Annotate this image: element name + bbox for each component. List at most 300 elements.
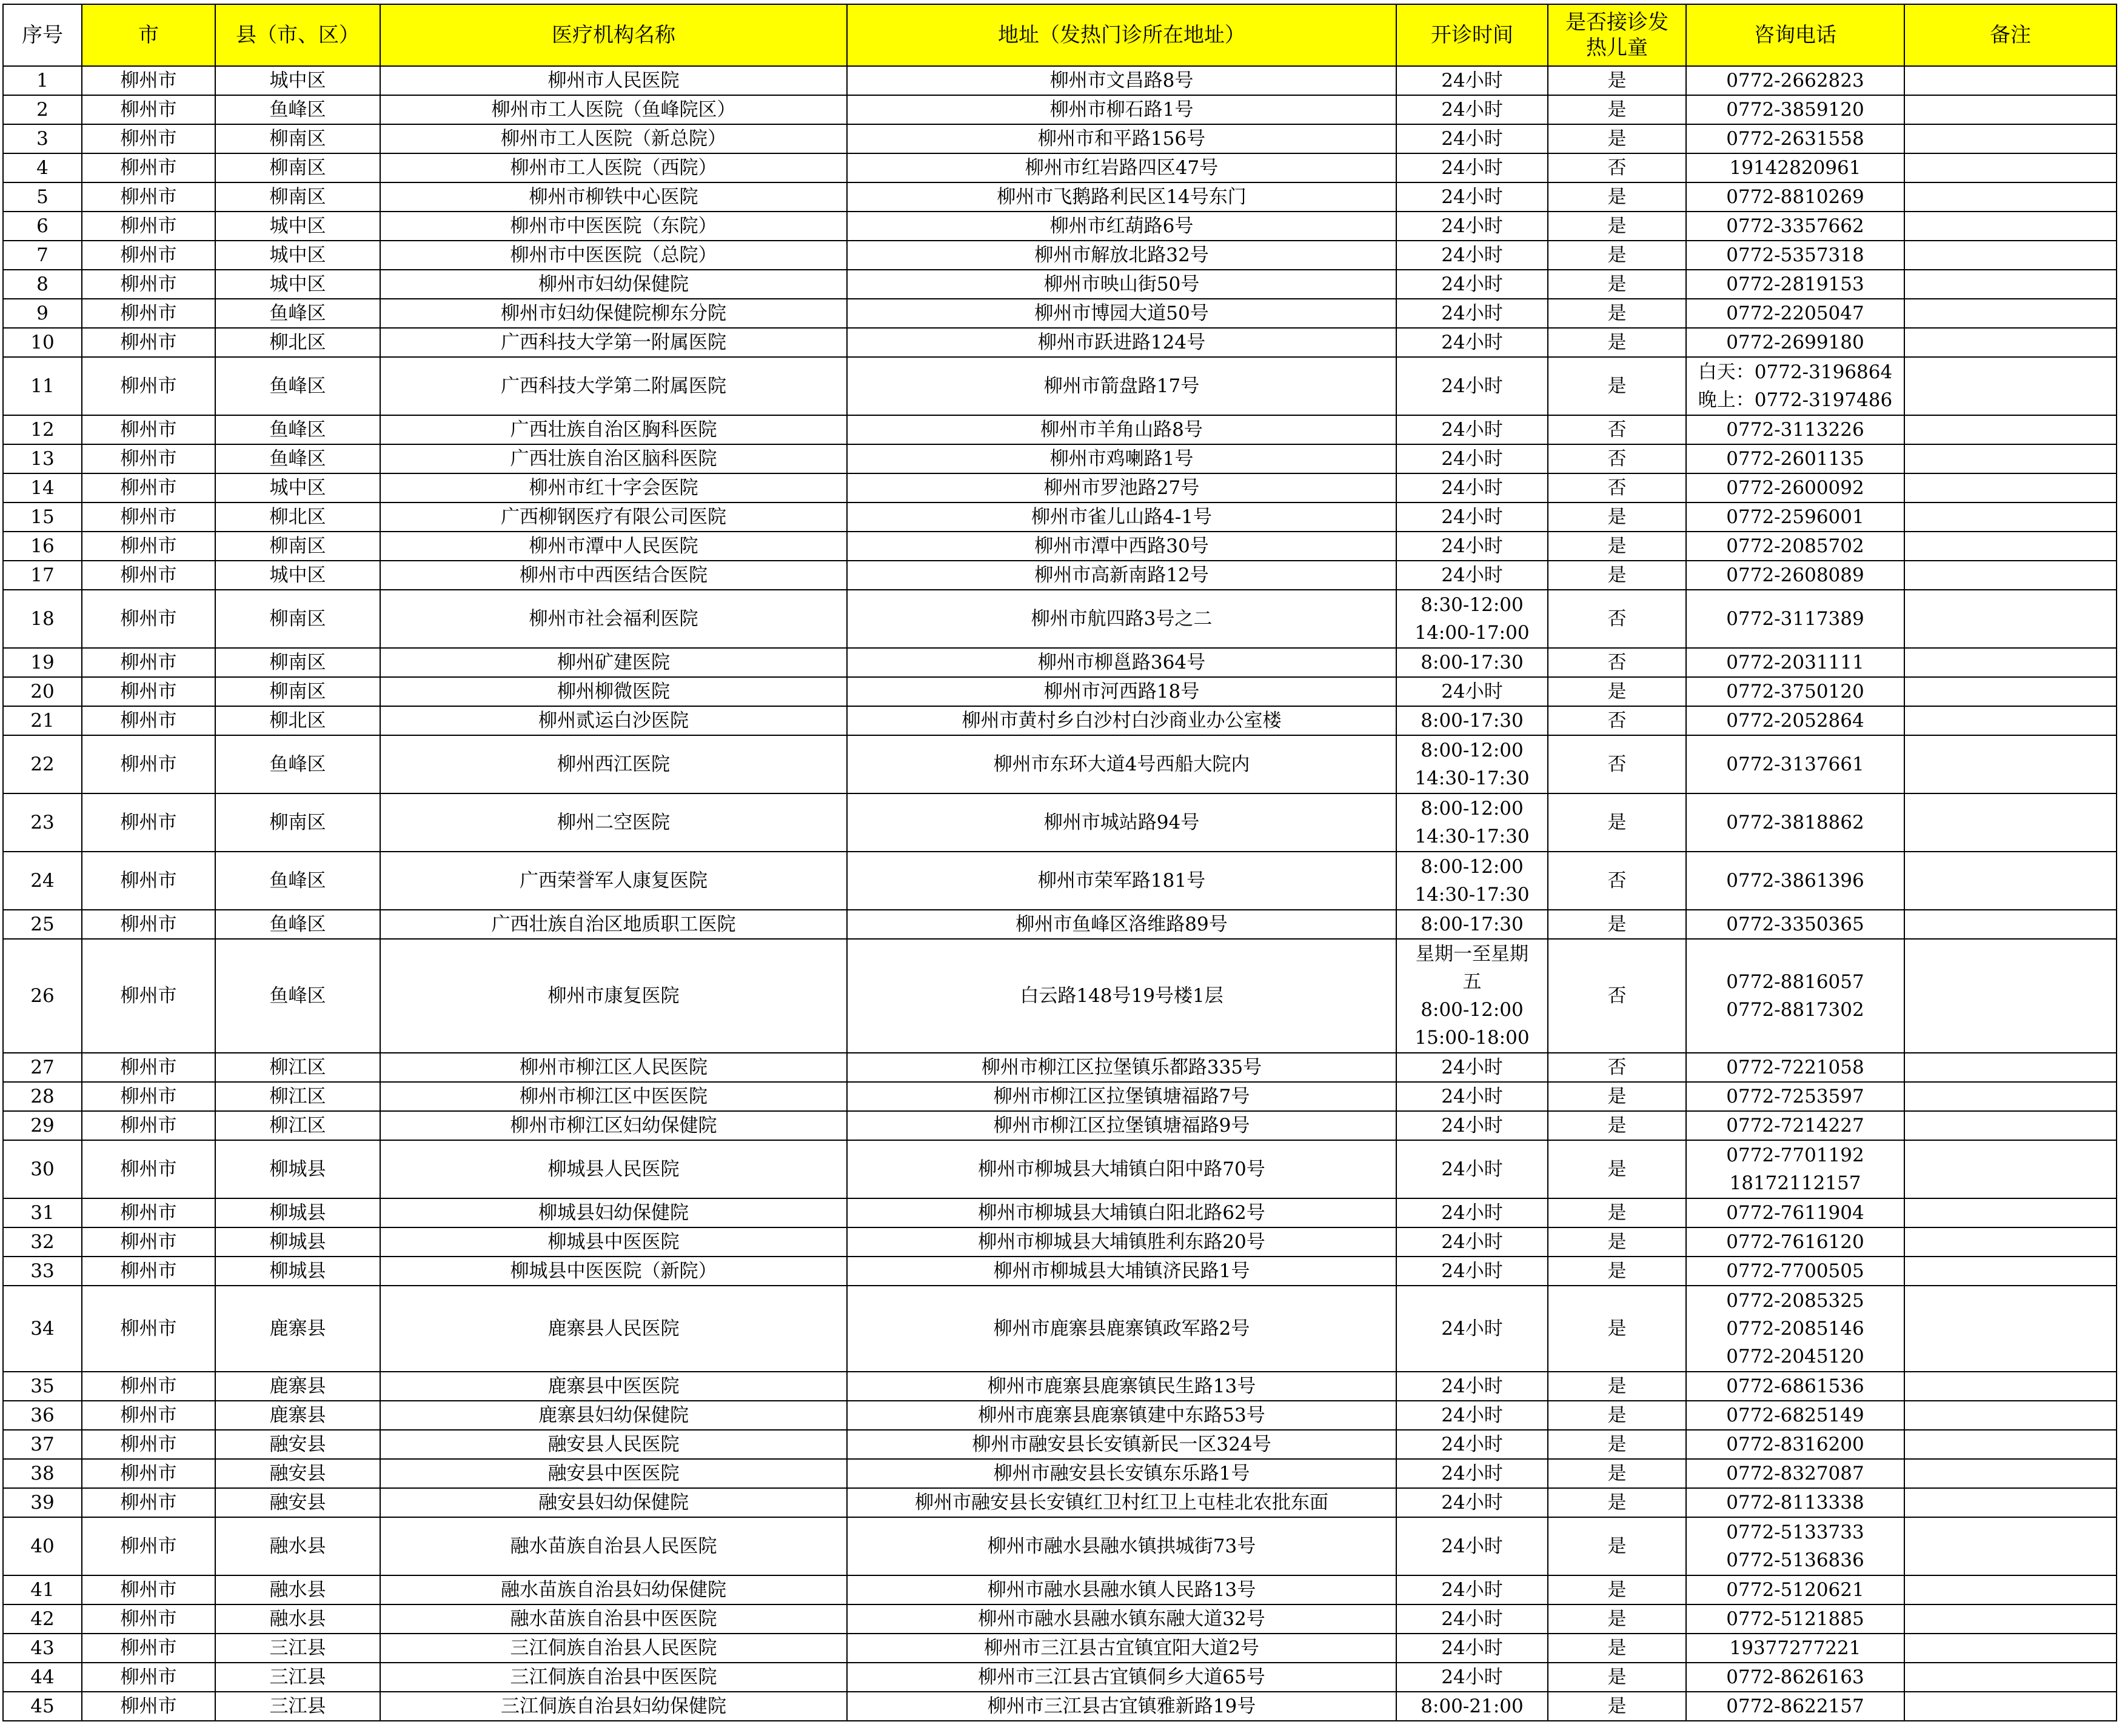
cell-hours (1396, 328, 1548, 357)
cell-phone-line: 0772-2085325 (1726, 1290, 1864, 1312)
cell-no: 6 (3, 212, 82, 241)
cell-address: 柳州市柳城县大埔镇白阳中路70号 (847, 1140, 1396, 1198)
cell-institution: 柳州市潭中人民医院 (380, 532, 847, 561)
cell-phone-line: 0772-8327087 (1726, 1463, 1864, 1484)
cell-institution: 鹿寨县妇幼保健院 (380, 1401, 847, 1430)
cell-hours (1396, 1198, 1548, 1227)
cell-note (1904, 1140, 2117, 1198)
cell-institution: 柳州市妇幼保健院 (380, 270, 847, 299)
cell-city: 柳州市 (82, 735, 215, 793)
cell-address: 柳州市鱼峰区洛维路89号 (847, 910, 1396, 939)
cell-district: 融水县 (215, 1575, 380, 1604)
cell-city: 柳州市 (82, 182, 215, 212)
cell-no: 24 (3, 852, 82, 910)
cell-no: 45 (3, 1692, 82, 1721)
cell-address: 柳州市和平路156号 (847, 124, 1396, 153)
header-row (3, 4, 2117, 66)
cell-hours (1396, 1488, 1548, 1517)
cell-children: 是 (1548, 66, 1686, 95)
cell-hours (1396, 910, 1548, 939)
header-note: 备注 (1904, 4, 2117, 66)
cell-city: 柳州市 (82, 415, 215, 444)
cell-hours (1396, 270, 1548, 299)
cell-district: 鱼峰区 (215, 852, 380, 910)
cell-phone (1686, 1401, 1904, 1430)
cell-phone-line: 0772-8810269 (1726, 186, 1864, 208)
cell-no: 17 (3, 561, 82, 590)
cell-hours (1396, 1286, 1548, 1372)
cell-hours (1396, 502, 1548, 532)
table-row (3, 1663, 2117, 1692)
table-row (3, 212, 2117, 241)
cell-address: 柳州市融水县融水镇人民路13号 (847, 1575, 1396, 1604)
cell-phone-line: 0772-2045120 (1726, 1346, 1864, 1367)
cell-address: 柳州市柳江区拉堡镇塘福路9号 (847, 1111, 1396, 1140)
cell-phone (1686, 939, 1904, 1053)
table-row (3, 1227, 2117, 1257)
cell-hours (1396, 153, 1548, 182)
cell-children: 是 (1548, 270, 1686, 299)
cell-institution: 广西壮族自治区脑科医院 (380, 444, 847, 473)
cell-institution: 三江侗族自治县妇幼保健院 (380, 1692, 847, 1721)
cell-district: 鱼峰区 (215, 910, 380, 939)
cell-no: 15 (3, 502, 82, 532)
cell-hours (1396, 852, 1548, 910)
cell-district: 城中区 (215, 270, 380, 299)
table-row (3, 241, 2117, 270)
cell-district: 鱼峰区 (215, 444, 380, 473)
cell-no: 16 (3, 532, 82, 561)
cell-institution: 柳州市红十字会医院 (380, 473, 847, 502)
cell-hours-line: 24小时 (1441, 375, 1503, 397)
cell-district: 柳南区 (215, 590, 380, 648)
cell-phone-line: 0772-5120621 (1726, 1579, 1864, 1601)
cell-hours (1396, 735, 1548, 793)
cell-address: 柳州市三江县古宜镇雅新路19号 (847, 1692, 1396, 1721)
cell-children: 是 (1548, 532, 1686, 561)
cell-hours-line: 24小时 (1441, 419, 1503, 441)
cell-address: 柳州市潭中西路30号 (847, 532, 1396, 561)
cell-phone (1686, 910, 1904, 939)
cell-phone-line: 18172112157 (1729, 1172, 1861, 1194)
cell-institution: 广西壮族自治区地质职工医院 (380, 910, 847, 939)
cell-district: 融安县 (215, 1459, 380, 1488)
table-row (3, 444, 2117, 473)
cell-phone (1686, 212, 1904, 241)
cell-phone-line: 0772-3818862 (1726, 812, 1864, 833)
cell-phone-line: 0772-3117389 (1726, 608, 1864, 630)
cell-children: 是 (1548, 1140, 1686, 1198)
cell-children: 是 (1548, 1634, 1686, 1663)
cell-phone (1686, 241, 1904, 270)
table-row (3, 415, 2117, 444)
cell-address: 柳州市雀儿山路4-1号 (847, 502, 1396, 532)
cell-phone-line: 0772-5357318 (1726, 244, 1864, 266)
header-institution: 医疗机构名称 (380, 4, 847, 66)
cell-children: 是 (1548, 1663, 1686, 1692)
cell-hours-line: 24小时 (1441, 1492, 1503, 1514)
cell-city: 柳州市 (82, 95, 215, 124)
cell-phone-line: 0772-2052864 (1726, 710, 1864, 732)
cell-address: 柳州市荣军路181号 (847, 852, 1396, 910)
cell-address: 柳州市东环大道4号西船大院内 (847, 735, 1396, 793)
cell-phone-line: 0772-3357662 (1726, 215, 1864, 237)
table-row (3, 677, 2117, 706)
cell-no: 8 (3, 270, 82, 299)
cell-city: 柳州市 (82, 793, 215, 852)
cell-children: 是 (1548, 1286, 1686, 1372)
cell-no: 31 (3, 1198, 82, 1227)
cell-phone-line: 19142820961 (1729, 157, 1861, 179)
cell-phone-line: 0772-3859120 (1726, 99, 1864, 121)
cell-hours (1396, 1604, 1548, 1634)
cell-hours-line: 24小时 (1441, 535, 1503, 557)
cell-note (1904, 852, 2117, 910)
table-row (3, 852, 2117, 910)
cell-note (1904, 270, 2117, 299)
cell-phone-line: 0772-8622157 (1726, 1695, 1864, 1717)
table-row (3, 1053, 2117, 1082)
cell-no: 33 (3, 1257, 82, 1286)
cell-phone-line: 0772-5136836 (1726, 1549, 1864, 1571)
cell-note (1904, 677, 2117, 706)
cell-district: 鱼峰区 (215, 299, 380, 328)
cell-children: 是 (1548, 1082, 1686, 1111)
cell-hours-line: 24小时 (1441, 477, 1503, 499)
cell-note (1904, 648, 2117, 677)
table-row (3, 66, 2117, 95)
cell-district: 鱼峰区 (215, 95, 380, 124)
cell-address: 柳州市鸡喇路1号 (847, 444, 1396, 473)
cell-institution: 柳州市人民医院 (380, 66, 847, 95)
cell-note (1904, 1692, 2117, 1721)
cell-phone (1686, 1053, 1904, 1082)
cell-institution: 鹿寨县中医医院 (380, 1372, 847, 1401)
table-row (3, 299, 2117, 328)
cell-district: 柳南区 (215, 793, 380, 852)
cell-address: 柳州市融安县长安镇红卫村红卫上屯桂北农批东面 (847, 1488, 1396, 1517)
cell-note (1904, 793, 2117, 852)
cell-no: 2 (3, 95, 82, 124)
cell-phone-line: 0772-2085146 (1726, 1318, 1864, 1340)
cell-no: 25 (3, 910, 82, 939)
cell-phone-line: 0772-5133733 (1726, 1521, 1864, 1543)
cell-address: 柳州市鹿寨县鹿寨镇政军路2号 (847, 1286, 1396, 1372)
cell-city: 柳州市 (82, 1053, 215, 1082)
cell-children: 是 (1548, 677, 1686, 706)
cell-note (1904, 473, 2117, 502)
table-row (3, 1488, 2117, 1517)
cell-hours (1396, 444, 1548, 473)
table-row (3, 182, 2117, 212)
table-row (3, 328, 2117, 357)
cell-note (1904, 299, 2117, 328)
cell-hours (1396, 1372, 1548, 1401)
cell-institution: 广西荣誉军人康复医院 (380, 852, 847, 910)
cell-children: 是 (1548, 357, 1686, 415)
cell-district: 柳江区 (215, 1111, 380, 1140)
cell-phone (1686, 1488, 1904, 1517)
cell-children: 否 (1548, 648, 1686, 677)
cell-note (1904, 182, 2117, 212)
cell-hours (1396, 1111, 1548, 1140)
cell-note (1904, 1430, 2117, 1459)
cell-hours-line: 24小时 (1441, 99, 1503, 121)
cell-hours-line: 8:00-12:00 (1421, 856, 1524, 878)
cell-phone (1686, 1082, 1904, 1111)
cell-institution: 广西柳钢医疗有限公司医院 (380, 502, 847, 532)
cell-city: 柳州市 (82, 1692, 215, 1721)
cell-phone (1686, 299, 1904, 328)
cell-institution: 鹿寨县人民医院 (380, 1286, 847, 1372)
cell-hours-line: 24小时 (1441, 70, 1503, 92)
cell-hours-line: 24小时 (1441, 273, 1503, 295)
cell-city: 柳州市 (82, 1198, 215, 1227)
cell-no: 23 (3, 793, 82, 852)
cell-institution: 柳州市工人医院（西院） (380, 153, 847, 182)
cell-district: 鹿寨县 (215, 1286, 380, 1372)
cell-note (1904, 1459, 2117, 1488)
cell-children: 是 (1548, 299, 1686, 328)
cell-hours-line: 五 (1462, 971, 1482, 993)
cell-phone (1686, 66, 1904, 95)
cell-children: 是 (1548, 910, 1686, 939)
cell-hours (1396, 1663, 1548, 1692)
cell-children: 是 (1548, 1604, 1686, 1634)
cell-institution: 柳城县人民医院 (380, 1140, 847, 1198)
cell-district: 鹿寨县 (215, 1401, 380, 1430)
cell-no: 19 (3, 648, 82, 677)
cell-phone-line: 0772-3350365 (1726, 913, 1864, 935)
cell-address: 柳州市箭盘路17号 (847, 357, 1396, 415)
cell-phone-line: 0772-7253597 (1726, 1086, 1864, 1107)
cell-children: 否 (1548, 153, 1686, 182)
cell-city: 柳州市 (82, 1082, 215, 1111)
table-row (3, 793, 2117, 852)
cell-institution: 融安县中医医院 (380, 1459, 847, 1488)
cell-hours-line: 24小时 (1441, 1057, 1503, 1078)
cell-phone-line: 0772-7611904 (1726, 1202, 1864, 1224)
cell-district: 柳南区 (215, 124, 380, 153)
cell-note (1904, 1634, 2117, 1663)
cell-district: 融安县 (215, 1488, 380, 1517)
cell-note (1904, 212, 2117, 241)
cell-address: 柳州市文昌路8号 (847, 66, 1396, 95)
cell-no: 13 (3, 444, 82, 473)
cell-note (1904, 706, 2117, 735)
cell-hours (1396, 1517, 1548, 1575)
cell-hours (1396, 182, 1548, 212)
cell-note (1904, 561, 2117, 590)
cell-hours-line: 8:00-12:00 (1421, 999, 1524, 1021)
cell-phone (1686, 444, 1904, 473)
cell-children: 是 (1548, 1575, 1686, 1604)
cell-city: 柳州市 (82, 1286, 215, 1372)
cell-phone (1686, 1692, 1904, 1721)
cell-hours (1396, 1227, 1548, 1257)
cell-note (1904, 66, 2117, 95)
cell-no: 26 (3, 939, 82, 1053)
cell-phone (1686, 270, 1904, 299)
cell-hours-line: 24小时 (1441, 1158, 1503, 1180)
cell-phone-line: 0772-2601135 (1726, 448, 1864, 470)
cell-phone-line: 白天：0772-3196864 (1698, 361, 1893, 383)
cell-address: 柳州市映山街50号 (847, 270, 1396, 299)
cell-phone (1686, 473, 1904, 502)
cell-phone-line: 0772-6861536 (1726, 1375, 1864, 1397)
cell-note (1904, 1604, 2117, 1634)
cell-city: 柳州市 (82, 1430, 215, 1459)
cell-address: 柳州市融安县长安镇东乐路1号 (847, 1459, 1396, 1488)
cell-children: 是 (1548, 1111, 1686, 1140)
cell-hours-line: 14:30-17:30 (1414, 884, 1530, 906)
cell-hours-line: 24小时 (1441, 1086, 1503, 1107)
cell-phone (1686, 328, 1904, 357)
cell-note (1904, 415, 2117, 444)
cell-note (1904, 1082, 2117, 1111)
cell-children: 是 (1548, 561, 1686, 590)
cell-no: 1 (3, 66, 82, 95)
cell-address: 柳州市柳城县大埔镇白阳北路62号 (847, 1198, 1396, 1227)
cell-institution: 柳州柳微医院 (380, 677, 847, 706)
cell-hours (1396, 1459, 1548, 1488)
cell-phone-line: 0772-3137661 (1726, 753, 1864, 775)
cell-no: 3 (3, 124, 82, 153)
cell-district: 柳北区 (215, 502, 380, 532)
table-row (3, 910, 2117, 939)
cell-phone-line: 0772-7616120 (1726, 1231, 1864, 1253)
cell-district: 鱼峰区 (215, 939, 380, 1053)
table-row (3, 939, 2117, 1053)
cell-hours (1396, 590, 1548, 648)
cell-children: 是 (1548, 241, 1686, 270)
cell-phone (1686, 124, 1904, 153)
cell-phone (1686, 415, 1904, 444)
cell-children: 否 (1548, 1053, 1686, 1082)
cell-note (1904, 153, 2117, 182)
cell-institution: 柳州市柳江区妇幼保健院 (380, 1111, 847, 1140)
cell-hours-line: 14:00-17:00 (1414, 622, 1530, 644)
cell-city: 柳州市 (82, 1517, 215, 1575)
cell-institution: 柳州矿建医院 (380, 648, 847, 677)
table-row (3, 1140, 2117, 1198)
cell-phone (1686, 1517, 1904, 1575)
cell-hours-line: 14:30-17:30 (1414, 767, 1530, 789)
cell-institution: 柳州市工人医院（鱼峰院区） (380, 95, 847, 124)
cell-phone (1686, 182, 1904, 212)
cell-hours (1396, 793, 1548, 852)
cell-address: 柳州市柳江区拉堡镇乐都路335号 (847, 1053, 1396, 1082)
cell-district: 柳北区 (215, 328, 380, 357)
cell-phone (1686, 153, 1904, 182)
cell-city: 柳州市 (82, 270, 215, 299)
cell-city: 柳州市 (82, 212, 215, 241)
cell-hours-line: 24小时 (1441, 1434, 1503, 1455)
cell-hours (1396, 124, 1548, 153)
cell-institution: 柳州市柳铁中心医院 (380, 182, 847, 212)
cell-city: 柳州市 (82, 502, 215, 532)
cell-no: 29 (3, 1111, 82, 1140)
table-row (3, 1692, 2117, 1721)
cell-hours-line: 24小时 (1441, 186, 1503, 208)
cell-no: 7 (3, 241, 82, 270)
cell-city: 柳州市 (82, 1227, 215, 1257)
cell-institution: 柳州市社会福利医院 (380, 590, 847, 648)
cell-district: 融水县 (215, 1604, 380, 1634)
cell-city: 柳州市 (82, 66, 215, 95)
cell-children: 否 (1548, 852, 1686, 910)
cell-institution: 融水苗族自治县中医医院 (380, 1604, 847, 1634)
cell-phone-line: 0772-8817302 (1726, 999, 1864, 1021)
table-row (3, 1286, 2117, 1372)
table-row (3, 1111, 2117, 1140)
cell-phone-line: 0772-3750120 (1726, 681, 1864, 703)
cell-institution: 柳州市中西医结合医院 (380, 561, 847, 590)
cell-hours-line: 24小时 (1441, 1666, 1503, 1688)
cell-district: 城中区 (215, 66, 380, 95)
cell-address: 柳州市城站路94号 (847, 793, 1396, 852)
cell-address: 柳州市融安县长安镇新民一区324号 (847, 1430, 1396, 1459)
cell-phone (1686, 1634, 1904, 1663)
cell-hours-line: 24小时 (1441, 564, 1503, 586)
cell-phone (1686, 793, 1904, 852)
cell-city: 柳州市 (82, 677, 215, 706)
cell-district: 柳南区 (215, 153, 380, 182)
cell-hours (1396, 1575, 1548, 1604)
cell-phone-line: 0772-7700505 (1726, 1260, 1864, 1282)
cell-institution: 广西科技大学第一附属医院 (380, 328, 847, 357)
table-row (3, 735, 2117, 793)
cell-hours-line: 24小时 (1441, 1202, 1503, 1224)
cell-hours-line: 24小时 (1441, 1115, 1503, 1137)
cell-note (1904, 1372, 2117, 1401)
cell-children: 否 (1548, 735, 1686, 793)
cell-phone-line: 0772-2608089 (1726, 564, 1864, 586)
cell-address: 柳州市跃进路124号 (847, 328, 1396, 357)
cell-city: 柳州市 (82, 561, 215, 590)
table-row (3, 1257, 2117, 1286)
cell-no: 42 (3, 1604, 82, 1634)
header-phone: 咨询电话 (1686, 4, 1904, 66)
fever-clinic-table (2, 4, 2117, 1721)
cell-institution: 融安县妇幼保健院 (380, 1488, 847, 1517)
header-hours: 开诊时间 (1396, 4, 1548, 66)
cell-children: 是 (1548, 124, 1686, 153)
cell-no: 12 (3, 415, 82, 444)
cell-district: 城中区 (215, 241, 380, 270)
cell-phone-line: 0772-2031111 (1726, 652, 1864, 673)
cell-phone (1686, 95, 1904, 124)
header-district: 县（市、区） (215, 4, 380, 66)
cell-children: 是 (1548, 502, 1686, 532)
cell-note (1904, 532, 2117, 561)
cell-phone-line: 0772-3861396 (1726, 870, 1864, 892)
cell-city: 柳州市 (82, 328, 215, 357)
cell-no: 22 (3, 735, 82, 793)
table-row (3, 502, 2117, 532)
cell-children: 是 (1548, 1372, 1686, 1401)
cell-city: 柳州市 (82, 1401, 215, 1430)
cell-institution: 柳州市工人医院（新总院） (380, 124, 847, 153)
cell-district: 三江县 (215, 1692, 380, 1721)
cell-phone-line: 0772-2699180 (1726, 332, 1864, 353)
cell-institution: 柳州市中医医院（总院） (380, 241, 847, 270)
cell-address: 白云路148号19号楼1层 (847, 939, 1396, 1053)
cell-district: 柳江区 (215, 1053, 380, 1082)
cell-hours-line: 24小时 (1441, 681, 1503, 703)
cell-institution: 柳州市中医医院（东院） (380, 212, 847, 241)
cell-phone-line: 0772-8316200 (1726, 1434, 1864, 1455)
